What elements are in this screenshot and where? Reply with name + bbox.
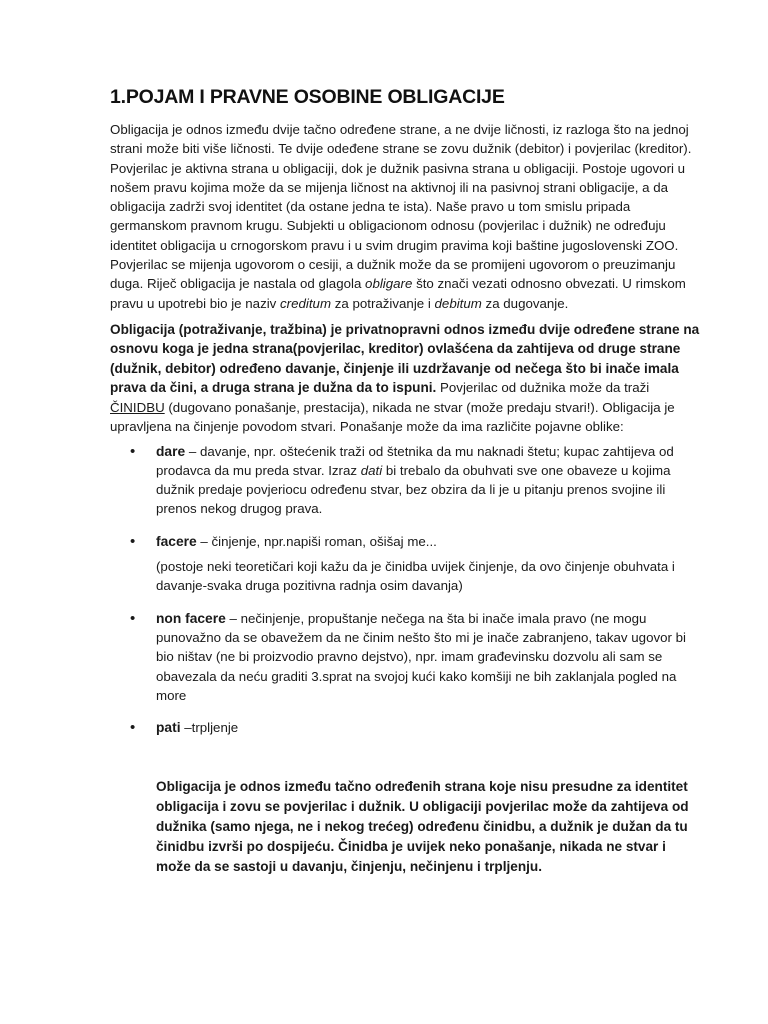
intro-text-1: Obligacija je odnos između dvije tačno određene strane, a ne dvije ličnosti, iz razloga što na jednoj strani može biti više ličnosti. Te dvije odeđene strane se zovu dužnik (debitor) i povjerilac (kreditor). Povjerilac je aktivna strana u obligaciji, dok je dužnik pasivna strana u obligaciji. Postoje ugovori u nošem pravu kojima može da se mijenja ličnost na aktivnoj ili na pasivnoj strani obligacije, a da obligacija zadrži svoj identitet (da ostane jedna te ista). Naše pravo u tom smislu pripada germanskom pravnom krugu. Subjekti u obligacionom odnosu (povjerilac i dužnik) ne određuju identitet obligacija u crnogorskom pravu i u svim drugim pravima koji baštine jugoslovenski ZOO. Povjerilac se mijenja ugovorom o cesiji, a dužnik može da se promijeni ugovorom o preuzimanju duga. Riječ obligacija je nastala od glagola xyxy=(110,122,692,292)
intro-term-creditum: creditum xyxy=(280,295,332,311)
list-item-text: – davanje, npr. oštećenik traži od štetnika da mu naknadi štetu; kupac zahtijeva od prodavca da mu preda stvar. Izraz xyxy=(156,443,674,478)
bullet-icon: • xyxy=(130,442,136,460)
intro-text-4: za dugovanje. xyxy=(485,295,569,311)
list-item-term: non facere xyxy=(156,610,226,626)
list-item-text: – činjenje, npr.napiši roman, ošišaj me... xyxy=(200,533,437,549)
list-item-dare xyxy=(110,442,700,519)
definition-bold-text: Obligacija (potraživanje, tražbina) je privatnopravni odnos između dvije određene strane na osnovu koga je jedna strana(povjerilac, kreditor) ovlašćena da zahtijeva od druge strane (dužnik, debitor) određeno davanje, činjenje ili uzdržavanje od nečega što bi inače imala prava da čini, a druga strana je dužna da to ispuni. xyxy=(110,321,700,396)
list-item-term: dare xyxy=(156,443,186,459)
list-item-facere xyxy=(110,532,700,551)
intro-text-2: što znači vezati odnosno obvezati. U rimskom pravu u upotrebi bio je naziv xyxy=(110,276,686,311)
list-item-text: –trpljenje xyxy=(184,720,239,736)
cinidba-term: ČINIDBU xyxy=(110,399,165,415)
definition-text-2: (dugovano ponašanje, prestacija), nikada ne stvar (može predaju stvari!). Obligacija je upravljena na činjenje povodom stvari. Ponašanje može da ima različite pojavne oblike: xyxy=(110,399,675,435)
definition-text-1: Povjerilac od dužnika može da traži xyxy=(440,380,650,396)
bullet-icon: • xyxy=(130,719,136,737)
list-item-non-facere xyxy=(110,609,700,705)
list-item-italic: dati xyxy=(360,462,383,478)
forms-list xyxy=(110,442,700,551)
intro-term-obligare: obligare xyxy=(365,276,413,292)
summary-paragraph: Obligacija je odnos između tačno određenih strana koje nisu presudne za identitet obligacija i zovu se povjerilac i dužnik. U obligaciji povjerilac može da zahtijeva od dužnika (samo njega, ne i nekog trećeg) određenu činidbu, a dužnik je dužan da tu činidbu izvrši po dospijeću. Činidba je uvijek neko ponašanje, nikada ne stvar i može da se sastoji u davanju, činjenju, nečinjenu i trpljenju. xyxy=(156,779,689,874)
list-item-term: pati xyxy=(156,720,181,736)
page-title: 1.POJAM I PRAVNE OSOBINE OBLIGACIJE xyxy=(110,86,505,108)
document-page xyxy=(110,86,700,876)
intro-paragraph xyxy=(110,120,700,313)
definition-paragraph xyxy=(110,320,700,437)
list-item-text-2: bi trebalo da obuhvati sve one obaveze u kojima dužnik predaje povjeriocu određenu stvar, bez obzira da li je u pitanju prenos svojine ili prenos nekog drugog prava. xyxy=(156,462,671,517)
facere-note: (postoje neki teoretičari koji kažu da je činidba uvijek činjenje, da ovo činjenje obuhvata i davanje-svaka druga pozitivna radnja osim davanja) xyxy=(156,559,675,594)
intro-term-debitum: debitum xyxy=(434,295,482,311)
bullet-icon: • xyxy=(130,532,136,550)
list-item-term: facere xyxy=(156,533,197,549)
bullet-icon: • xyxy=(130,609,136,627)
forms-list-continued xyxy=(110,609,700,738)
list-item-text: – nečinjenje, propuštanje nečega na šta bi inače imala pravo (ne mogu punovažno da se obavežem da ne činim nešto što mi je inače zabranjeno, takav ugovor bi bio ništav (ne bi proizvodio pravno dejstvo), npr. imam građevinsku dozvolu ali sam se obavezala da neću graditi 3.sprat na svojoj kući kako komšiji ne bih zaklanjala pogled na more xyxy=(156,610,686,703)
intro-text-3: za potraživanje i xyxy=(334,295,431,311)
list-item-pati xyxy=(110,718,700,737)
